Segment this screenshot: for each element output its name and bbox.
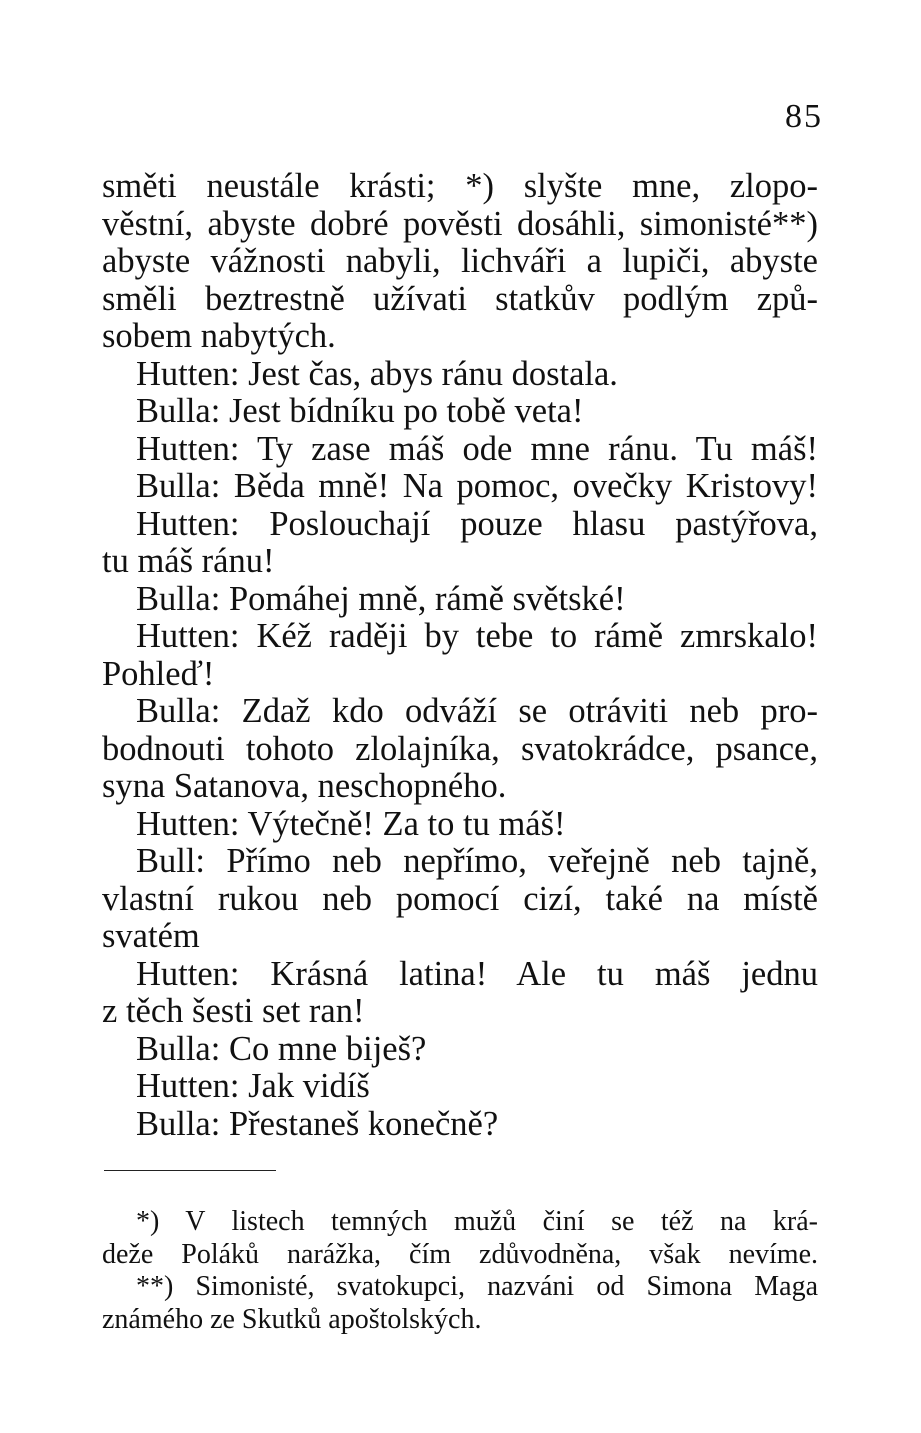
- page-number: 85: [785, 98, 823, 135]
- text-line: Hutten: Kéž raději by tebe to rámě zmrskalo!: [136, 618, 818, 655]
- text-line: Bulla: Běda mně! Na pomoc, ovečky Kristovy!: [136, 468, 818, 505]
- text-line: abyste vážnosti nabyli, lichváři a lupiči, abyste: [102, 243, 818, 280]
- text-line: Bulla: Jest bídníku po tobě veta!: [136, 392, 584, 430]
- text-line: Bull: Přímo neb nepřímo, veřejně neb tajně,: [136, 843, 818, 880]
- text-line: Pohleď!: [102, 654, 215, 693]
- text-line: z těch šesti set ran!: [102, 992, 365, 1030]
- text-line: Hutten: Ty zase máš ode mne ránu. Tu máš!: [136, 430, 818, 468]
- text-line: Hutten: Výtečně! Za to tu máš!: [136, 804, 566, 843]
- text-line: Bulla: Co mne biješ?: [136, 1029, 427, 1068]
- footnotes: [102, 1206, 818, 1336]
- text-line: Hutten: Jak vidíš: [136, 1067, 370, 1105]
- text-line: svatém: [102, 917, 200, 955]
- footnote-line: deže Poláků narážka, čím zdůvodněna, však nevíme.: [102, 1238, 818, 1270]
- text-line: Hutten: Poslouchají pouze hlasu pastýřova,: [136, 505, 818, 543]
- text-line: Hutten: Krásná latina! Ale tu máš jednu: [136, 955, 818, 993]
- text-line: věstní, abyste dobré pověsti dosáhli, simonisté**): [102, 205, 818, 243]
- text-line: tu máš ránu!: [102, 542, 275, 580]
- text-line: bodnouti tohoto zlolajníka, svatokrádce, psance,: [102, 730, 818, 768]
- text-line: Bulla: Zdaž kdo odváží se otráviti neb pro-: [136, 693, 818, 730]
- text-line: směti neustále krásti; *) slyšte mne, zlopo-: [102, 168, 818, 205]
- text-line: syna Satanova, neschopného.: [102, 767, 507, 805]
- text-line: vlastní rukou neb pomocí cizí, také na místě: [102, 880, 818, 918]
- text-line: směli beztrestně užívati statkův podlým způ-: [102, 280, 818, 318]
- footnote-line: známého ze Skutků apoštolských.: [102, 1303, 482, 1335]
- footnote-line: **) Simonisté, svatokupci, nazváni od Simona Maga: [136, 1271, 818, 1302]
- text-line: Bulla: Přestaneš konečně?: [136, 1104, 499, 1143]
- footnote-line: *) V listech temných mužů činí se též na krá-: [136, 1206, 818, 1237]
- text-line: Bulla: Pomáhej mně, rámě světské!: [136, 579, 626, 618]
- text-line: Hutten: Jest čas, abys ránu dostala.: [136, 354, 618, 393]
- main-text: [102, 168, 818, 1143]
- text-line: sobem nabytých.: [102, 317, 336, 355]
- footnote-separator: [104, 1170, 276, 1171]
